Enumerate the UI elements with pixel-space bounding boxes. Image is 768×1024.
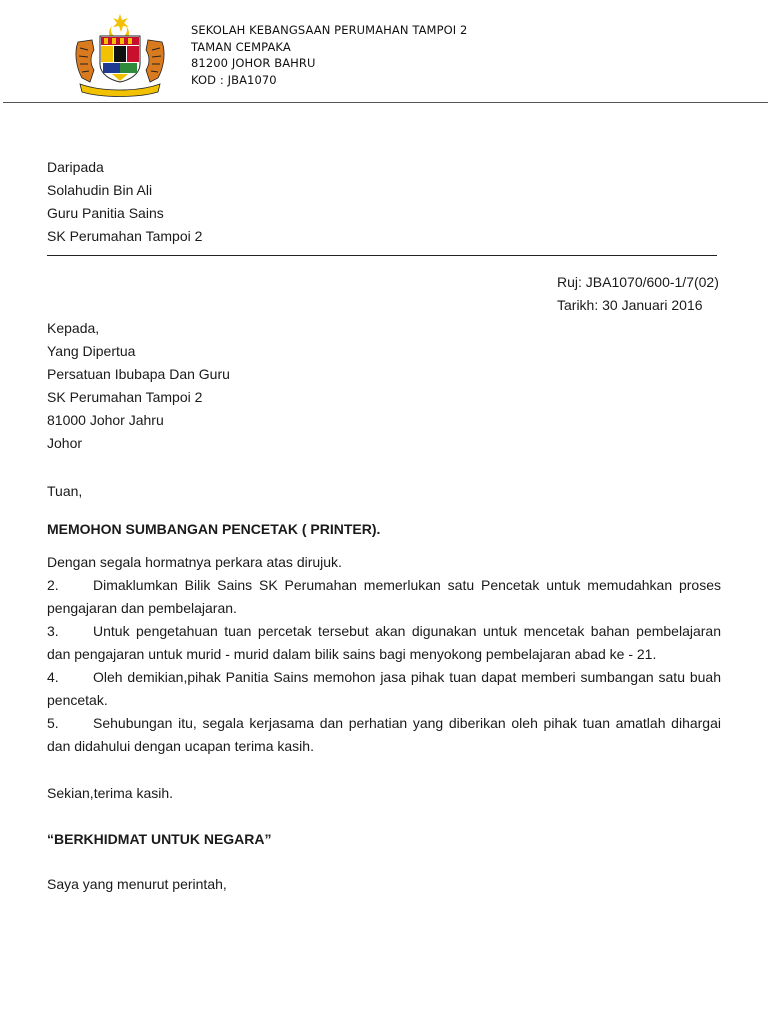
body-paragraph xyxy=(47,712,721,758)
sender-label: Daripada xyxy=(47,159,104,175)
letterhead-divider xyxy=(3,102,768,103)
reference-block xyxy=(557,271,719,317)
letter-subject: MEMOHON SUMBANGAN PENCETAK ( PRINTER). xyxy=(47,521,381,537)
school-postcode-city: 81200 JOHOR BAHRU xyxy=(191,56,316,70)
school-code: KOD : JBA1070 xyxy=(191,72,277,87)
opening-line: Dengan segala hormatnya perkara atas dirujuk. xyxy=(47,554,342,570)
paragraph-text: Dimaklumkan Bilik Sains SK Perumahan memerlukan satu Pencetak untuk memudahkan proses pengajaran dan pembelajaran. xyxy=(47,577,721,616)
reference-number: Ruj: JBA1070/600-1/7(02) xyxy=(557,274,719,290)
recipient-line: Johor xyxy=(47,435,83,451)
school-area: TAMAN CEMPAKA xyxy=(191,39,291,54)
body-paragraph xyxy=(47,666,721,712)
paragraph-number: 4. xyxy=(47,669,59,685)
recipient-line: 81000 Johor Jahru xyxy=(47,412,164,428)
recipient-line: Yang Dipertua xyxy=(47,343,136,359)
sender-position: Guru Panitia Sains xyxy=(47,205,164,221)
letter-date: Tarikh: 30 Januari 2016 xyxy=(557,297,703,313)
sender-divider xyxy=(47,255,717,256)
closing-line: Sekian,terima kasih. xyxy=(47,785,174,801)
paragraph-number: 3. xyxy=(47,623,59,639)
paragraph-number: 5. xyxy=(47,715,59,731)
body-paragraph xyxy=(47,574,721,620)
sender-block xyxy=(47,156,202,248)
sender-school: SK Perumahan Tampoi 2 xyxy=(47,228,203,244)
paragraph-text: Sehubungan itu, segala kerjasama dan perhatian yang diberikan oleh pihak tuan amatlah dihargai dan didahului dengan ucapan terima kasih. xyxy=(47,715,721,754)
recipient-line: Persatuan Ibubapa Dan Guru xyxy=(47,366,230,382)
salutation: Tuan, xyxy=(47,483,83,499)
recipient-block xyxy=(47,317,230,455)
letterhead xyxy=(191,22,467,88)
school-name: SEKOLAH KEBANGSAAN PERUMAHAN TAMPOI 2 xyxy=(191,23,468,37)
recipient-line: SK Perumahan Tampoi 2 xyxy=(47,389,203,405)
paragraph-text: Oleh demikian,pihak Panitia Sains memohon jasa pihak tuan dapat memberi sumbangan satu buah pencetak. xyxy=(47,669,721,708)
sender-name: Solahudin Bin Ali xyxy=(47,182,153,198)
signoff-line: Saya yang menurut perintah, xyxy=(47,876,227,892)
body-paragraph xyxy=(47,620,721,666)
paragraph-text: Untuk pengetahuan tuan percetak tersebut akan digunakan untuk mencetak bahan pembelajaran dan pengajaran untuk murid - murid dalam bilik sains bagi menyokong pembelajaran abad ke - 21. xyxy=(47,623,721,662)
coat-of-arms-icon xyxy=(72,12,168,98)
letter-body xyxy=(47,551,721,758)
recipient-label: Kepada, xyxy=(47,320,100,336)
motto: “BERKHIDMAT UNTUK NEGARA” xyxy=(47,831,272,847)
paragraph-number: 2. xyxy=(47,577,59,593)
